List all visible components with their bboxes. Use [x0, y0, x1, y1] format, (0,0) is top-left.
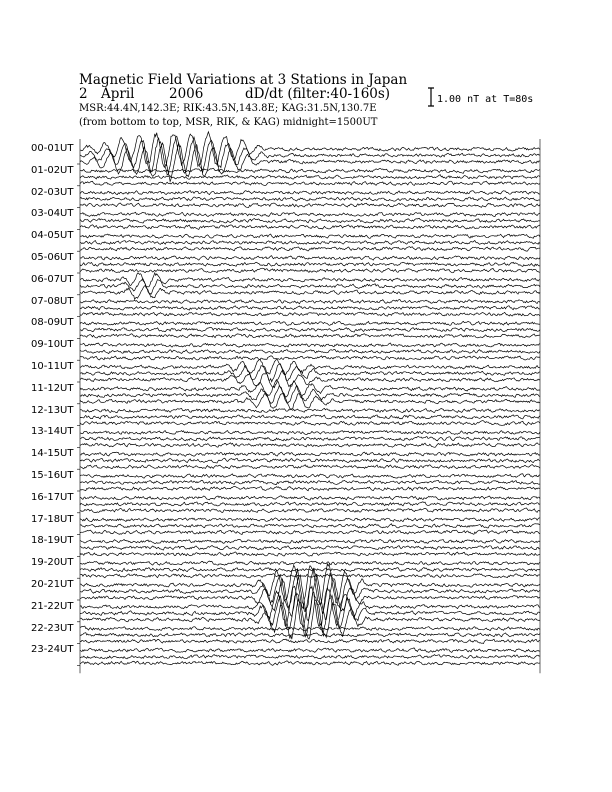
- trace-kag: [80, 626, 540, 631]
- hour-label: 09-10UT: [31, 339, 74, 351]
- trace-rik: [80, 306, 540, 310]
- trace-msr: [80, 393, 540, 409]
- trace-msr: [80, 639, 540, 643]
- trace-rik: [80, 350, 540, 354]
- hour-label: 07-08UT: [31, 295, 74, 307]
- hour-label: 18-19UT: [31, 535, 74, 547]
- trace-msr: [80, 465, 540, 469]
- trace-msr: [80, 356, 540, 360]
- hour-label: 04-05UT: [31, 230, 74, 242]
- trace-rik: [80, 218, 540, 223]
- trace-kag: [80, 191, 540, 195]
- trace-rik: [80, 480, 540, 484]
- hour-label: 12-13UT: [31, 404, 74, 416]
- hour-label: 08-09UT: [31, 317, 74, 329]
- trace-rik: [80, 568, 540, 614]
- hour-label: 02-03UT: [31, 186, 74, 198]
- trace-rik: [80, 502, 540, 506]
- hour-label: 03-04UT: [31, 208, 74, 220]
- scale-bar-label: 1.00 nT at T=80s: [437, 94, 534, 105]
- trace-msr: [80, 334, 540, 338]
- hour-label: 06-07UT: [31, 273, 74, 285]
- hour-label: 22-23UT: [31, 622, 74, 634]
- trace-msr: [80, 225, 540, 230]
- trace-msr: [80, 312, 540, 316]
- hour-label: 15-16UT: [31, 470, 74, 481]
- station-coordinates: MSR:44.4N,142.3E; RIK:43.5N,143.8E; KAG:31.5N,130.7E: [79, 103, 377, 114]
- hour-label: 00-01UT: [31, 143, 74, 154]
- hour-label: 10-11UT: [31, 361, 74, 372]
- hour-label: 16-17UT: [31, 491, 74, 503]
- date-day: 2: [79, 86, 88, 102]
- hour-label: 20-21UT: [31, 579, 74, 590]
- date-year: 2006: [169, 86, 204, 102]
- hour-label: 11-12UT: [31, 382, 74, 394]
- scale-bar: [428, 88, 434, 106]
- trace-kag: [80, 343, 540, 347]
- trace-kag: [80, 561, 540, 565]
- hour-label: 19-20UT: [31, 557, 74, 569]
- trace-rik: [80, 524, 540, 528]
- trace-msr: [80, 203, 540, 208]
- trace-kag: [80, 212, 540, 216]
- trace-msr: [80, 508, 540, 513]
- trace-msr: [80, 421, 540, 426]
- trace-msr: [80, 181, 540, 185]
- trace-rik: [80, 655, 540, 659]
- hour-label: 05-06UT: [31, 252, 74, 263]
- trace-kag: [80, 540, 540, 544]
- station-order-note: (from bottom to top, MSR, RIK, & KAG) midnight=1500UT: [79, 117, 378, 128]
- trace-kag: [80, 321, 540, 325]
- trace-kag: [80, 496, 540, 500]
- trace-rik: [80, 262, 540, 266]
- trace-rik: [80, 546, 540, 551]
- component-filter: dD/dt (filter:40-160s): [245, 86, 391, 102]
- trace-rik: [80, 328, 540, 333]
- trace-msr: [80, 530, 540, 534]
- trace-msr: [80, 552, 540, 556]
- trace-kag: [80, 474, 540, 478]
- trace-msr: [80, 268, 540, 273]
- trace-msr: [80, 487, 540, 491]
- trace-msr: [80, 661, 540, 666]
- trace-rik: [80, 197, 540, 201]
- trace-kag: [80, 648, 540, 652]
- hour-label: 23-24UT: [31, 644, 74, 656]
- trace-rik: [80, 415, 540, 419]
- trace-msr: [80, 443, 540, 448]
- trace-kag: [80, 359, 540, 375]
- hour-label: 01-02UT: [31, 164, 74, 176]
- trace-rik: [80, 568, 540, 572]
- trace-msr: [80, 247, 540, 252]
- date-month: April: [101, 86, 135, 102]
- trace-kag: [80, 431, 540, 435]
- hour-label: 13-14UT: [31, 426, 74, 438]
- trace-kag: [80, 273, 540, 287]
- hour-label: 21-22UT: [31, 600, 74, 612]
- trace-msr: [80, 574, 540, 578]
- trace-kag: [80, 234, 540, 238]
- trace-kag: [80, 299, 540, 303]
- trace-kag: [80, 518, 540, 522]
- hour-label: 14-15UT: [31, 448, 74, 460]
- trace-kag: [80, 452, 540, 456]
- trace-rik: [80, 175, 540, 180]
- trace-rik: [80, 241, 540, 245]
- trace-rik: [80, 437, 540, 441]
- trace-rik: [80, 458, 540, 463]
- hour-label: 17-18UT: [31, 513, 74, 525]
- chart-title: Magnetic Field Variations at 3 Stations in Japan: [79, 72, 408, 88]
- trace-kag: [80, 408, 540, 412]
- trace-kag: [80, 256, 540, 260]
